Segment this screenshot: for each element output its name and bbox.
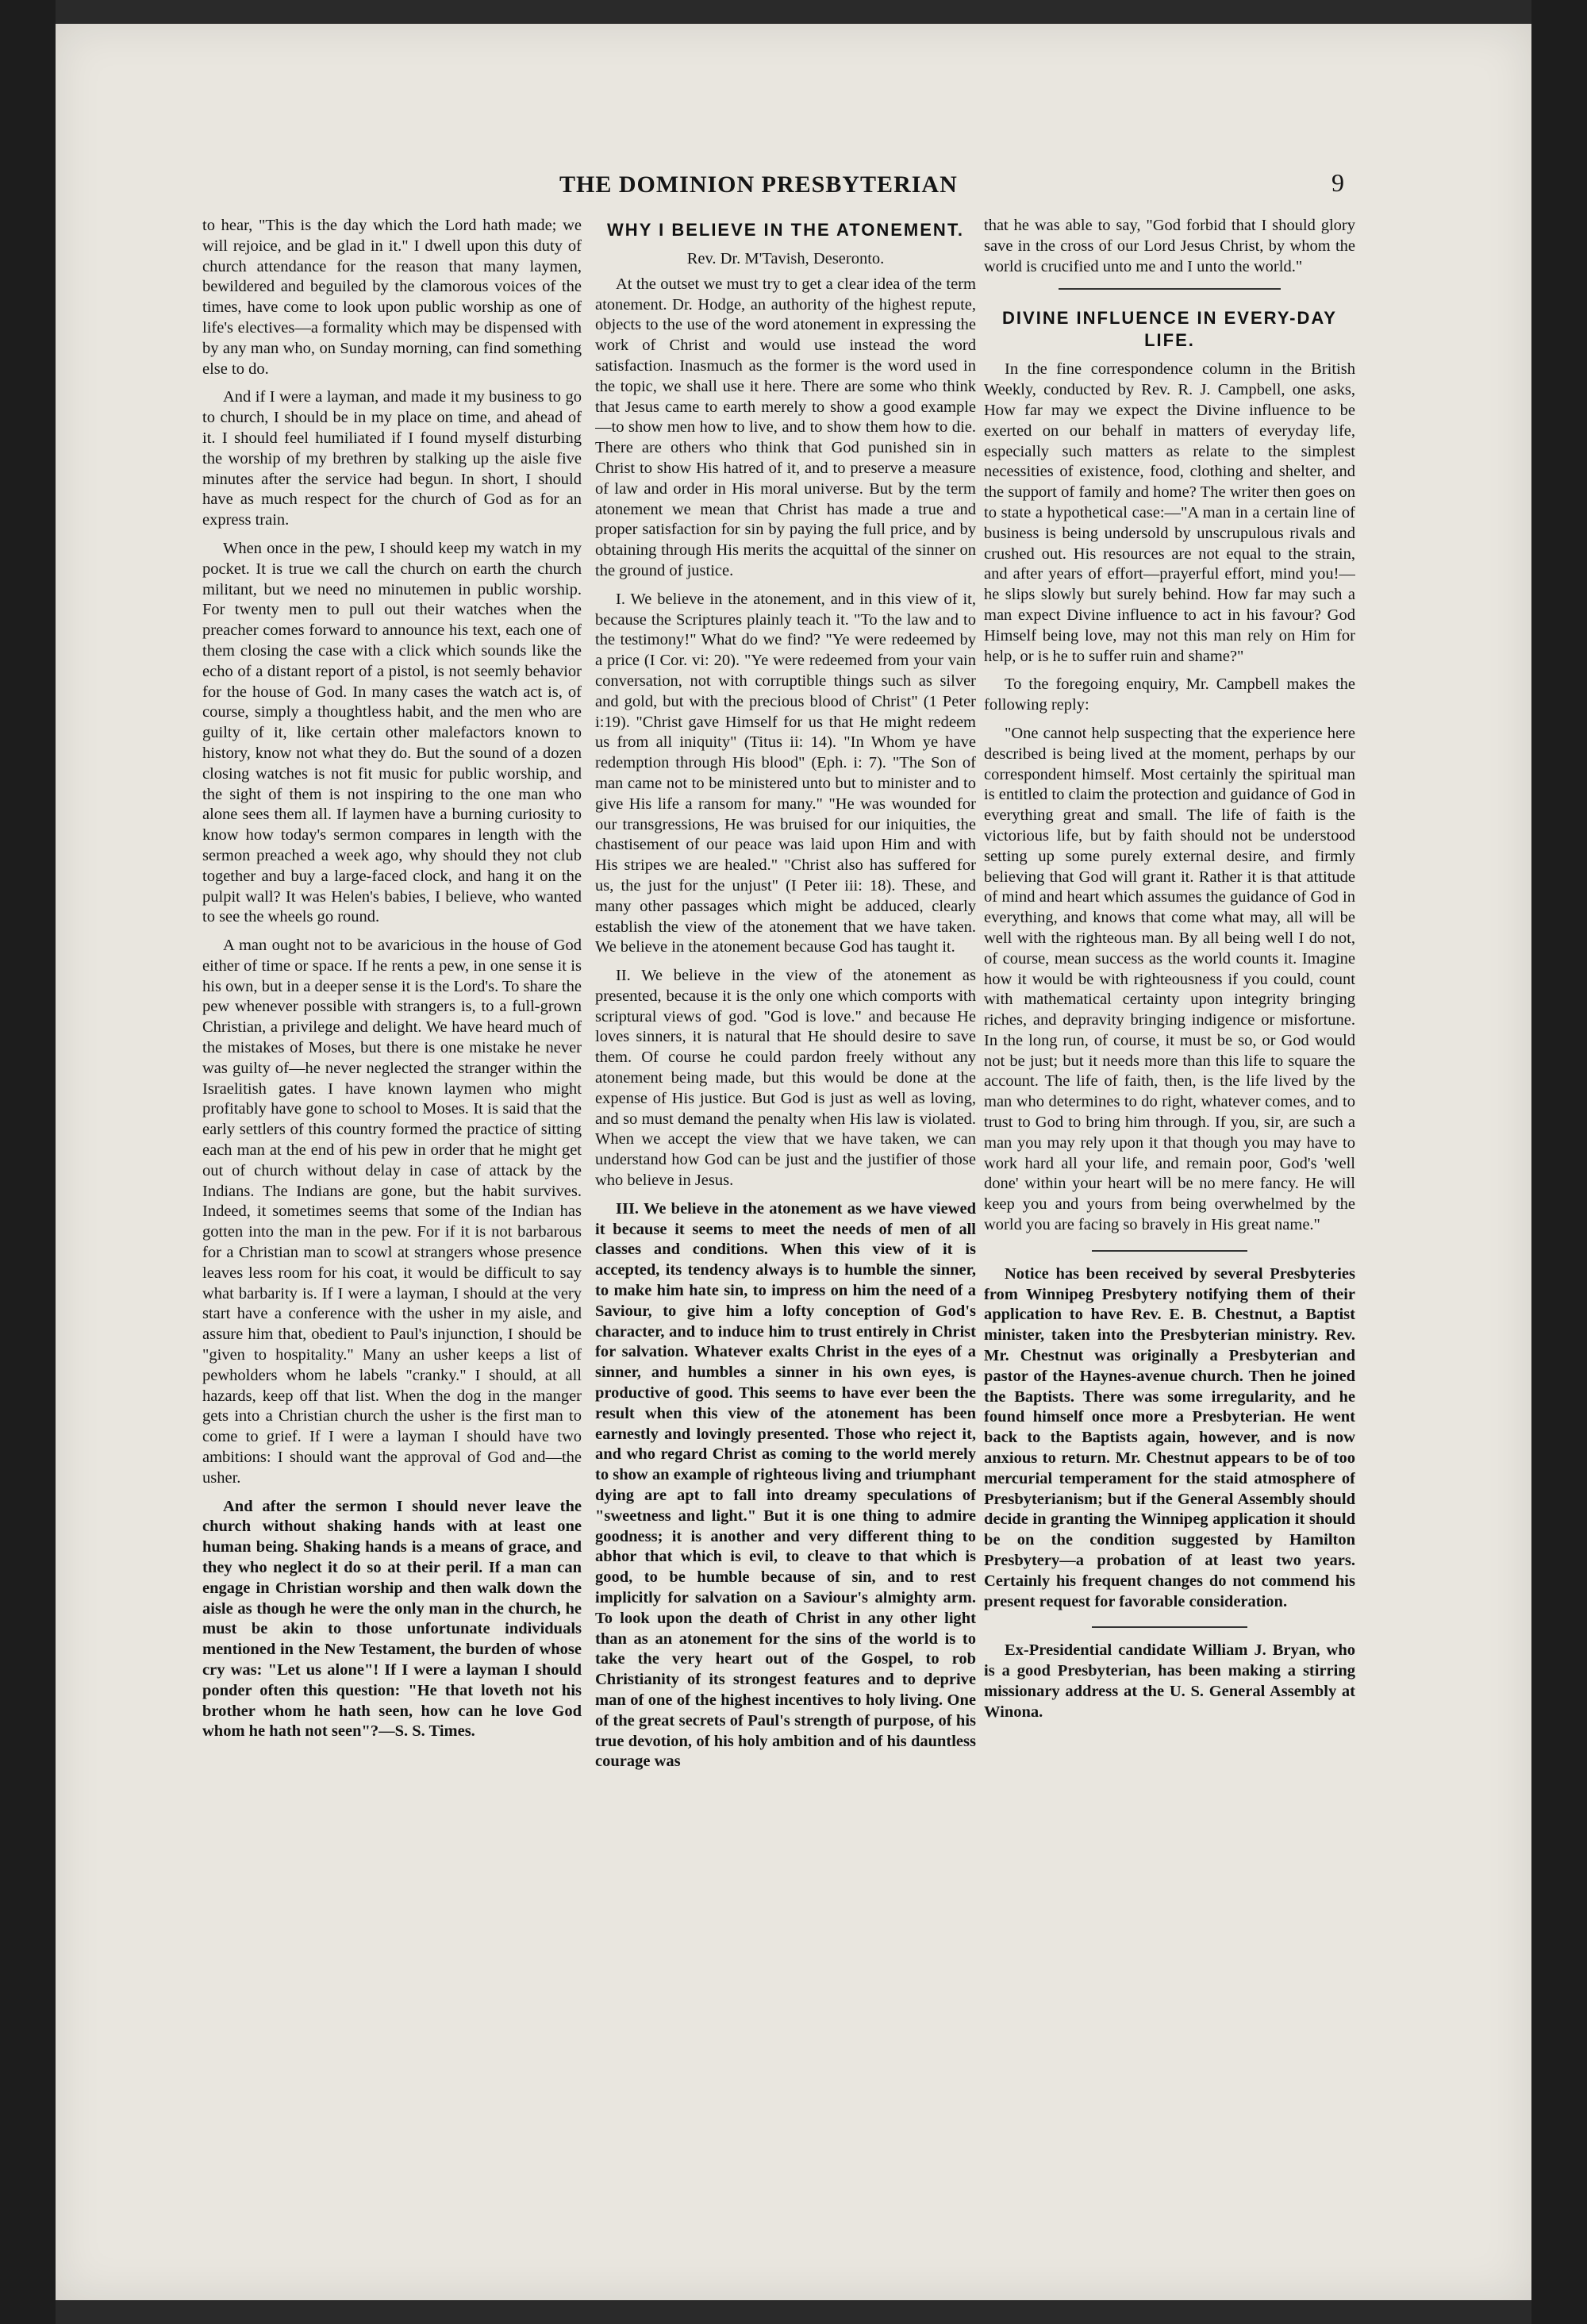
publication-title: THE DOMINION PRESBYTERIAN bbox=[559, 171, 958, 198]
section-divider bbox=[1059, 288, 1282, 290]
atonement-article-heading: WHY I BELIEVE IN THE ATONEMENT. bbox=[607, 220, 964, 240]
col2-paragraph: I. We believe in the atonement, and in this view of it, because the Scriptures plainly teach it. "To the law and to the testimony!" What do we find? "Ye were redeemed by a price (I Cor. vi: 20). "Ye were redeemed from your vain conversation, not with corruptible things such as silver and gold, but with the precious blood of Christ" (1 Peter i:19). "Christ gave Himself for us that He might redeem us from all iniquity" (Titus ii: 14). "In Whom ye have redemption through His blood" (Eph. i: 7). "The Son of man came not to be ministered unto but to minister and to give His life a ransom for many." "He was wounded for our transgressions, He was bruised for our iniquities, the chastisement of our peace was laid upon Him and with His stripes we are healed." "Christ also has suffered for us, the just for the unjust" (I Peter iii: 18). These, and many other passages which might be adduced, clearly establish the view of the atonement that we have taken. We believe in the atonement because God has taught it. bbox=[595, 590, 976, 956]
running-head bbox=[504, 165, 1393, 205]
col2-paragraph: III. We believe in the atonement as we have viewed it because it seems to meet the needs of men of all classes and conditions. When this view of it is accepted, its tendency always is to humble the sinner, to make him hate sin, to impress on him the need of a Saviour, to give him a lofty conception of God's character, and to induce him to trust entirely in Christ for salvation. Whatever exalts Christ in the eyes of a sinner, and humbles a sinner in his own eyes, is productive of good. This seems to have ever been the result when this view of the atonement has been earnestly and lovingly presented. Those who reject it, and who regard Christ as coming to the world merely to show an example of righteous living and triumphant dying are apt to fall into dreamy speculations of "sweetness and light." But it is one thing to admire goodness; it is another and very different thing to abhor that which is evil, to cleave to that which is good, to be humble because of sin, and to rest implicitly for salvation on a Saviour's almighty arm. To look upon the death of Christ in any other light than as an atonement for the sins of the world is to take the very heart out of the Gospel, to rob Christianity of its strongest features and to deprive man of one of the highest incentives to holy living. One of the great secrets of Paul's strength of purpose, of his true devotion, of his holy ambition and of his dauntless courage was bbox=[595, 1199, 976, 1771]
column-3 bbox=[984, 216, 1355, 2248]
col3-paragraph: In the fine correspondence column in the British Weekly, conducted by Rev. R. J. Campbell, one asks, How far may we expect the Divine influence to be exerted on our behalf in matters of everyday life, especially such matters as relate to the simplest necessities of existence, food, clothing and shelter, and the support of family and home? The writer then goes on to state a hypothetical case:—"A man in a certain line of business is being undersold by unscrupulous rivals and crushed out. His resources are not equal to the strain, and after years of effort—prayerful effort, mind you!—he slips slowly but surely behind. How far may such a man expect Divine influence to act in his favour? God Himself being love, may not this man rely on Him for help, or is he to suffer ruin and shame?" bbox=[984, 360, 1355, 665]
col2-paragraph: II. We believe in the view of the atonement as presented, because it is the only one which comports with scriptural views of god. "God is love." and because He loves sinners, it is natural that He should desire to save them. Of course he could pardon freely without any atonement being made, but this would be done at the expense of His justice. But God is just as well as loving, and so must demand the penalty when His law is violated. When we accept the view that we have taken, we can understand how God can be just and the justifier of those who believe in Jesus. bbox=[595, 967, 976, 1190]
column-2 bbox=[595, 216, 976, 2248]
col3-paragraph: To the foregoing enquiry, Mr. Campbell makes the following reply: bbox=[984, 675, 1355, 714]
column-1 bbox=[202, 216, 582, 2248]
scan-border-left bbox=[0, 0, 56, 2324]
section-divider bbox=[1092, 1626, 1248, 1628]
section-divider bbox=[1092, 1250, 1248, 1252]
col1-paragraph: to hear, "This is the day which the Lord hath made; we will rejoice, and be glad in it." I dwell upon this duty of church attendance for the reason that many laymen, bewildered and beguiled by the clamorous voices of the times, have come to look upon public worship as one of life's electives—a formality which may be dispensed with by any man who, on Sunday morning, can find something else to do. bbox=[202, 217, 582, 378]
bryan-note: Ex-Presidential candidate William J. Bryan, who is a good Presbyterian, has been making a stirring missionary address at the U. S. General Assembly at Winona. bbox=[984, 1641, 1355, 1721]
col3-paragraph: "One cannot help suspecting that the experience here described is being lived at the moment, perhaps by our correspondent himself. Most certainly the spiritual man is entitled to claim the protection and guidance of God in everything great and small. The life of faith is the victorious life, but by faith should not be understood setting up some purely external desire, and firmly believing that God will grant it. Rather it is that attitude of mind and heart which assumes the guidance of God in everything, and knows that come what may, all will be well with the righteous man. By all being well I do not, of course, mean success as the world counts it. Imagine how it would be with righteousness if you could, count with mathematical certainty upon integrity bringing riches, and depravity bringing indigence or misfortune. In the long run, of course, it must be so, or God would not be just; but it needs more than this life to square the account. The life of faith, then, is the life lived by the man who determines to do right, whatever comes, and to trust to God to bring him through. If you, sir, are such a man you may rely upon it that though you may have to work hard all your life, and remain poor, God's 'well done' within your heart will be no mere fancy. He will keep you and yours from being overwhelmed by the world you are facing so bravely in His great name." bbox=[984, 724, 1355, 1234]
col1-paragraph: When once in the pew, I should keep my watch in my pocket. It is true we call the church on earth the church militant, but we need no minutemen in public worship. For twenty men to pull out their watches when the preacher comes forward to announce his text, each one of them closing the case with a click which sounds like the echo of a distant report of a pistol, is not seemly behavior for the house of God. In many cases the watch act is, of course, simply a thoughtless habit, and the men who are guilty of it, like certain other malefactors known to history, know not what they do. But the sound of a dozen closing watches is not fit music for public worship, and the sight of them is not inspiring to the one man who alone sees them all. If laymen have a burning curiosity to know how today's sermon compares in length with the sermon preached a week ago, why should they not club together and buy a large-faced clock, and hang it on the pulpit wall? It was Helen's babies, I believe, who wanted to see the wheels go round. bbox=[202, 539, 582, 926]
chestnut-notice: Notice has been received by several Presbyteries from Winnipeg Presbytery notifying them of their application to have Rev. E. B. Chestnut, a Baptist minister, taken into the Presbyterian ministry. Rev. Mr. Chestnut was originally a Presbyterian and pastor of the Haynes-avenue church. Then he joined the Baptists. There was some irregularity, and he found himself once more a Presbyterian. He went back to the Baptists again, however, and is now anxious to return. Mr. Chestnut appears to be of too mercurial temperament for the staid atmosphere of Presbyterianism; but if the General Assembly should decide in granting the Winnipeg application it should be on the condition suggested by Hamilton Presbytery—a probation of at least two years. Certainly his frequent changes do not commend his present request for favorable consideration. bbox=[984, 1264, 1355, 1610]
scan-border-right bbox=[1531, 0, 1587, 2324]
col1-paragraph: And after the sermon I should never leave the church without shaking hands with at least one human being. Shaking hands is a means of grace, and they who neglect it do so at their peril. If a man can engage in Christian worship and then walk down the aisle as though he were the only man in the church, he must be akin to those unfortunate individuals mentioned in the New Testament, the burden of whose cry was: "Let us alone"! If I were a layman I should ponder often this question: "He that loveth not his brother whom he hath seen, how can he love God whom he hath not seen"?—S. S. Times. bbox=[202, 1497, 582, 1741]
col1-paragraph: And if I were a layman, and made it my business to go to church, I should be in my place on time, and ahead of it. I should feel humiliated if I found myself disturbing the worship of my brethren by stalking up the aisle five minutes after the service had begun. In short, I should have as much respect for the church of God as for an express train. bbox=[202, 388, 582, 529]
divine-influence-heading: DIVINE INFLUENCE IN EVERY-DAY LIFE. bbox=[1002, 308, 1337, 351]
atonement-byline: Rev. Dr. M'Tavish, Deseronto. bbox=[686, 250, 885, 267]
page-number: 9 bbox=[1331, 168, 1345, 197]
atonement-continuation: that he was able to say, "God forbid that I should glory save in the cross of our Lord Jesus Christ, by whom the world is crucified unto me and I unto the world." bbox=[984, 217, 1355, 275]
col1-paragraph: A man ought not to be avaricious in the house of God either of time or space. If he rents a pew, in one sense it is his own, but in a deeper sense it is the Lord's. To share the pew whenever possible with strangers is, to a full-grown Christian, a privilege and delight. We have heard much of the mistakes of Moses, but there is one mistake he never was guilty of—he never neglected the stranger within the Israelitish gates. I have known laymen who might profitably have gone to school to Moses. It is said that the early settlers of this country formed the practice of sitting each man at the end of his pew in order that he might get out of church without delay in case of attack by the Indians. The Indians are gone, but the habit survives. Indeed, it sometimes seems that some of the Indian has gotten into the man in the pew. For if it is not barbarous for a Christian man to scowl at strangers whose presence leaves less room for his coat, it would be difficult to say what barbarity is. If I were a layman, I should at the very start have a conference with the usher in my aisle, and assure him that, obedient to Paul's injunction, I should be "given to hospitality." Many an usher keeps a list of pewholders whom he labels "cranky." I should, at all hazards, keep off that list. When the dog in the manger gets into a Christian church the usher is the first man to come to grief. If I were a layman I should have two ambitions: I should want the approval of God and—the usher. bbox=[202, 937, 582, 1487]
col2-paragraph: At the outset we must try to get a clear idea of the term atonement. Dr. Hodge, an authority of the highest repute, objects to the use of the word atonement in expressing the work of Christ and would use instead the word satisfaction. Inasmuch as the former is the word used in the topic, we shall use it here. There are some who think that Jesus came to earth merely to show a good example—to show men how to live, and to show them how to die. There are others who think that God punished sin in Christ to show His hatred of it, and to preserve a measure of law and order in His moral universe. But by the term atonement we mean that Christ has made a true and proper satisfaction for sin by paying the full price, and by obtaining through His merits the acquittal of the sinner on the ground of justice. bbox=[595, 275, 976, 579]
